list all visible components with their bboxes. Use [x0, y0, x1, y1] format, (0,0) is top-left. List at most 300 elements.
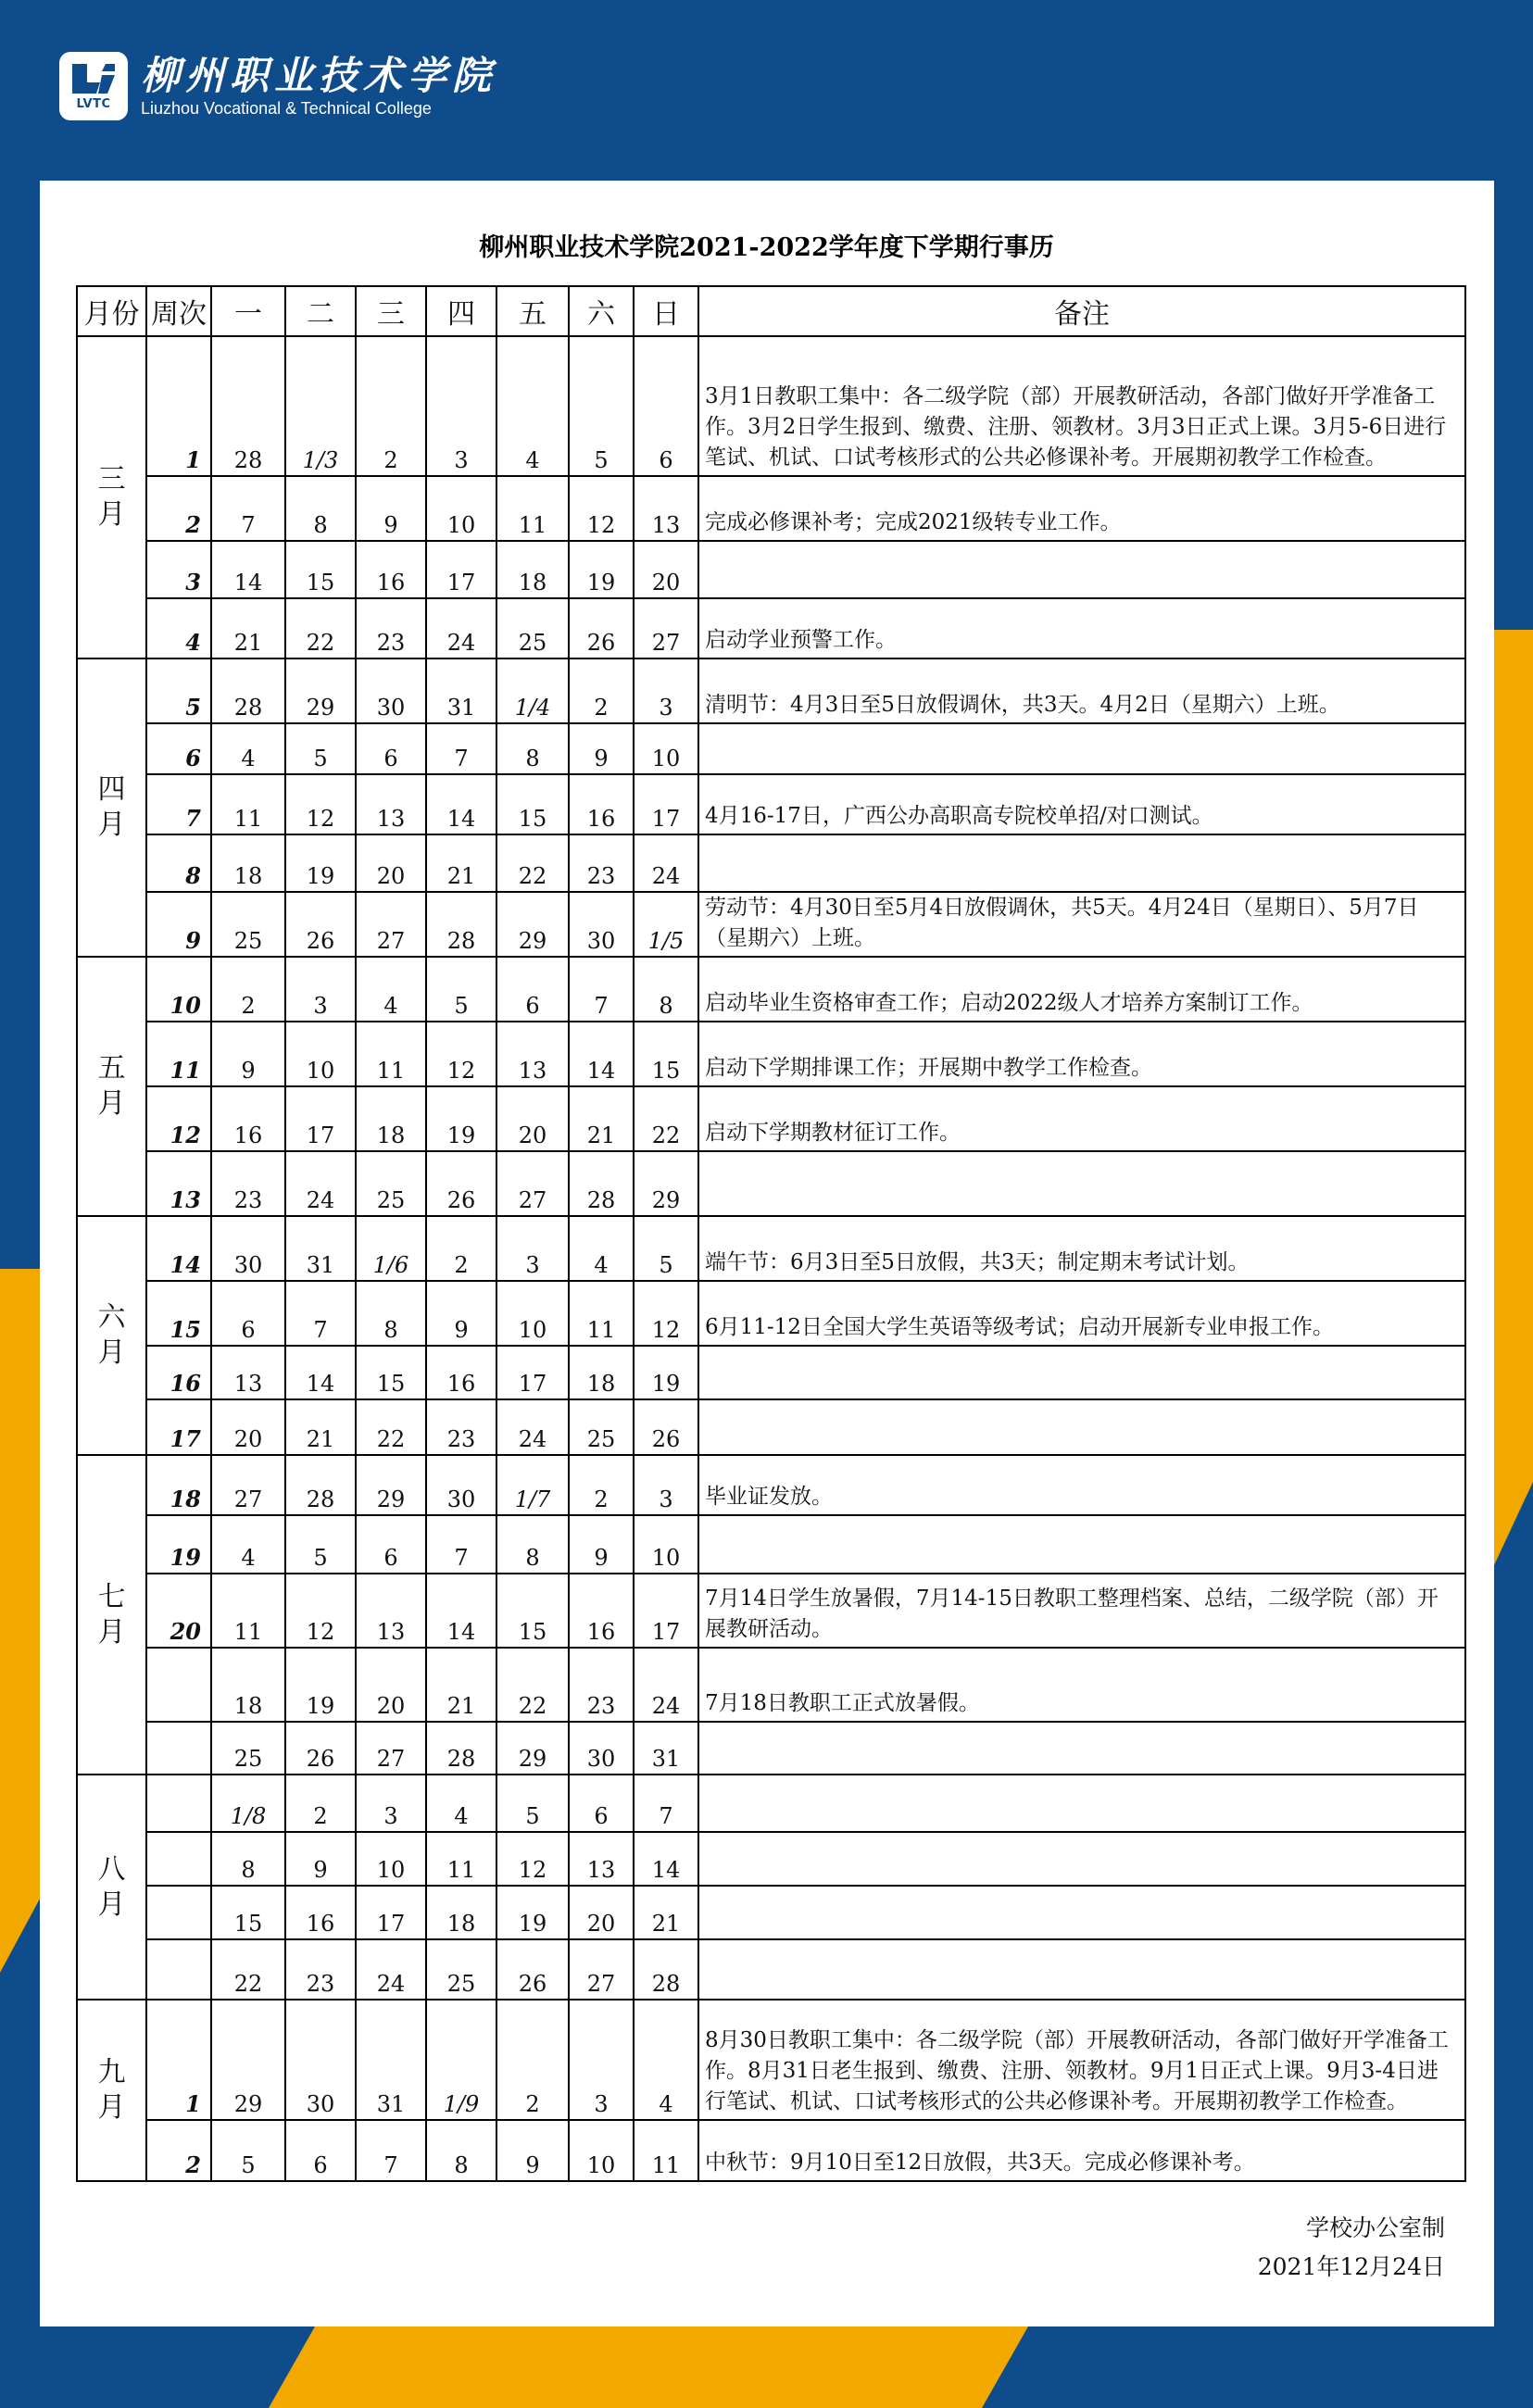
- day-cell: 1/7: [496, 1455, 569, 1515]
- week-number: 1: [146, 2000, 211, 2120]
- week-number: 12: [146, 1086, 211, 1151]
- day-cell: 4: [634, 2000, 698, 2120]
- month-label: 五 月: [77, 957, 146, 1216]
- day-cell: 30: [426, 1455, 496, 1515]
- header-day-wed: 三: [356, 286, 426, 336]
- day-cell: 8: [211, 1832, 285, 1886]
- week-number: 2: [146, 476, 211, 541]
- header-week: 周次: [146, 286, 211, 336]
- college-name-cn: 柳州职业技术学院: [141, 53, 497, 98]
- day-cell: 21: [285, 1399, 356, 1455]
- day-cell: 9: [285, 1832, 356, 1886]
- week-number: 9: [146, 892, 211, 957]
- day-cell: 26: [285, 892, 356, 957]
- day-cell: 22: [496, 1648, 569, 1722]
- day-cell: 23: [211, 1151, 285, 1216]
- day-cell: 26: [634, 1399, 698, 1455]
- academic-calendar-table: [76, 285, 1466, 2182]
- day-cell: 21: [634, 1886, 698, 1939]
- day-cell: 7: [285, 1281, 356, 1346]
- college-name-en: Liuzhou Vocational & Technical College: [141, 99, 432, 118]
- day-cell: 2: [569, 658, 634, 723]
- day-cell: 1/5: [634, 892, 698, 957]
- day-cell: 28: [211, 658, 285, 723]
- day-cell: 9: [356, 476, 426, 541]
- day-cell: 4: [426, 1775, 496, 1832]
- week-number: 8: [146, 834, 211, 892]
- header-day-sat: 六: [569, 286, 634, 336]
- day-cell: 31: [285, 1216, 356, 1281]
- day-cell: 24: [426, 598, 496, 658]
- day-cell: 17: [356, 1886, 426, 1939]
- day-cell: 3: [426, 336, 496, 476]
- day-cell: 24: [285, 1151, 356, 1216]
- day-cell: 29: [634, 1151, 698, 1216]
- note-cell: [698, 1515, 1465, 1574]
- note-cell: [698, 1832, 1465, 1886]
- month-label: 四 月: [77, 658, 146, 957]
- table-row: [77, 598, 1465, 658]
- note-cell: 3月1日教职工集中：各二级学院（部）开展教研活动，各部门做好开学准备工作。3月2日学生报到、缴费、注册、领教材。3月3日正式上课。3月5-6日进行笔试、机试、口试考核形式的公共必修课补考。开展期初教学工作检查。: [698, 336, 1465, 476]
- table-row: [77, 1281, 1465, 1346]
- note-cell: [698, 1399, 1465, 1455]
- day-cell: 25: [356, 1151, 426, 1216]
- day-cell: 11: [569, 1281, 634, 1346]
- day-cell: 10: [356, 1832, 426, 1886]
- day-cell: 6: [496, 957, 569, 1022]
- header-note: 备注: [698, 286, 1465, 336]
- day-cell: 2: [356, 336, 426, 476]
- day-cell: 17: [634, 1574, 698, 1648]
- day-cell: 15: [496, 774, 569, 834]
- page-title: 柳州职业技术学院2021-2022学年度下学期行事历: [479, 233, 1054, 262]
- day-cell: 23: [285, 1939, 356, 2000]
- lvtc-logo-icon: [69, 62, 119, 95]
- day-cell: 19: [285, 834, 356, 892]
- day-cell: 28: [426, 892, 496, 957]
- day-cell: 5: [569, 336, 634, 476]
- day-cell: 8: [496, 723, 569, 774]
- week-number: [146, 1722, 211, 1775]
- day-cell: 15: [496, 1574, 569, 1648]
- yellow-band-bottom: [269, 2326, 1028, 2408]
- week-number: 11: [146, 1022, 211, 1086]
- day-cell: 19: [426, 1086, 496, 1151]
- note-cell: [698, 834, 1465, 892]
- day-cell: 27: [496, 1151, 569, 1216]
- day-cell: 21: [426, 834, 496, 892]
- note-cell: [698, 1939, 1465, 2000]
- table-row: [77, 1886, 1465, 1939]
- logo-badge: [59, 52, 128, 120]
- day-cell: 24: [634, 834, 698, 892]
- day-cell: 27: [211, 1455, 285, 1515]
- week-number: 20: [146, 1574, 211, 1648]
- note-cell: 启动下学期排课工作；开展期中教学工作检查。: [698, 1022, 1465, 1086]
- table-row: [77, 1216, 1465, 1281]
- table-row: [77, 1775, 1465, 1832]
- note-cell: 中秋节：9月10日至12日放假，共3天。完成必修课补考。: [698, 2120, 1465, 2181]
- week-number: 7: [146, 774, 211, 834]
- note-cell: 7月18日教职工正式放暑假。: [698, 1648, 1465, 1722]
- day-cell: 16: [285, 1886, 356, 1939]
- day-cell: 4: [211, 1515, 285, 1574]
- day-cell: 18: [569, 1346, 634, 1399]
- note-cell: 启动下学期教材征订工作。: [698, 1086, 1465, 1151]
- day-cell: 7: [356, 2120, 426, 2181]
- table-row: [77, 1455, 1465, 1515]
- day-cell: 30: [569, 892, 634, 957]
- table-row: [77, 1574, 1465, 1648]
- day-cell: 28: [569, 1151, 634, 1216]
- day-cell: 23: [569, 1648, 634, 1722]
- day-cell: 7: [426, 723, 496, 774]
- day-cell: 15: [285, 541, 356, 598]
- day-cell: 8: [426, 2120, 496, 2181]
- note-cell: 清明节：4月3日至5日放假调休，共3天。4月2日（星期六）上班。: [698, 658, 1465, 723]
- logo-badge-text: LVTC: [76, 96, 111, 111]
- day-cell: 12: [426, 1022, 496, 1086]
- table-row: [77, 658, 1465, 723]
- day-cell: 27: [569, 1939, 634, 2000]
- day-cell: 3: [569, 2000, 634, 2120]
- week-number: 1: [146, 336, 211, 476]
- table-row: [77, 336, 1465, 476]
- table-row: [77, 541, 1465, 598]
- day-cell: 20: [634, 541, 698, 598]
- day-cell: 1/6: [356, 1216, 426, 1281]
- month-label: 七 月: [77, 1455, 146, 1775]
- day-cell: 31: [634, 1722, 698, 1775]
- week-number: 15: [146, 1281, 211, 1346]
- day-cell: 28: [211, 336, 285, 476]
- day-cell: 6: [211, 1281, 285, 1346]
- day-cell: 21: [211, 598, 285, 658]
- day-cell: 28: [285, 1455, 356, 1515]
- day-cell: 1/8: [211, 1775, 285, 1832]
- day-cell: 12: [569, 476, 634, 541]
- day-cell: 18: [356, 1086, 426, 1151]
- table-row: [77, 834, 1465, 892]
- day-cell: 5: [285, 1515, 356, 1574]
- day-cell: 3: [634, 1455, 698, 1515]
- table-row: [77, 1346, 1465, 1399]
- day-cell: 3: [285, 957, 356, 1022]
- day-cell: 18: [426, 1886, 496, 1939]
- day-cell: 27: [356, 1722, 426, 1775]
- day-cell: 21: [426, 1648, 496, 1722]
- week-number: 10: [146, 957, 211, 1022]
- day-cell: 14: [211, 541, 285, 598]
- day-cell: 30: [569, 1722, 634, 1775]
- day-cell: 31: [356, 2000, 426, 2120]
- day-cell: 5: [285, 723, 356, 774]
- day-cell: 12: [285, 1574, 356, 1648]
- day-cell: 1/3: [285, 336, 356, 476]
- day-cell: 4: [211, 723, 285, 774]
- table-row: [77, 2000, 1465, 2120]
- week-number: [146, 1832, 211, 1886]
- day-cell: 27: [356, 892, 426, 957]
- week-number: 2: [146, 2120, 211, 2181]
- week-number: 5: [146, 658, 211, 723]
- day-cell: 23: [356, 598, 426, 658]
- day-cell: 18: [211, 834, 285, 892]
- day-cell: 12: [285, 774, 356, 834]
- day-cell: 23: [569, 834, 634, 892]
- day-cell: 16: [569, 1574, 634, 1648]
- day-cell: 9: [496, 2120, 569, 2181]
- day-cell: 9: [211, 1022, 285, 1086]
- table-row: [77, 1832, 1465, 1886]
- day-cell: 7: [569, 957, 634, 1022]
- day-cell: 1/9: [426, 2000, 496, 2120]
- day-cell: 9: [569, 723, 634, 774]
- note-cell: 启动毕业生资格审查工作；启动2022级人才培养方案制订工作。: [698, 957, 1465, 1022]
- day-cell: 27: [634, 598, 698, 658]
- day-cell: 5: [496, 1775, 569, 1832]
- day-cell: 7: [211, 476, 285, 541]
- day-cell: 3: [634, 658, 698, 723]
- day-cell: 11: [356, 1022, 426, 1086]
- note-cell: [698, 723, 1465, 774]
- week-number: [146, 1886, 211, 1939]
- day-cell: 25: [569, 1399, 634, 1455]
- day-cell: 16: [426, 1346, 496, 1399]
- signature-block: [1195, 2209, 1445, 2287]
- day-cell: 22: [634, 1086, 698, 1151]
- table-row: [77, 1648, 1465, 1722]
- day-cell: 23: [426, 1399, 496, 1455]
- day-cell: 24: [356, 1939, 426, 2000]
- note-cell: 端午节：6月3日至5日放假，共3天；制定期末考试计划。: [698, 1216, 1465, 1281]
- week-number: 4: [146, 598, 211, 658]
- day-cell: 17: [426, 541, 496, 598]
- day-cell: 29: [496, 892, 569, 957]
- note-cell: 4月16-17日，广西公办高职高专院校单招/对口测试。: [698, 774, 1465, 834]
- day-cell: 10: [496, 1281, 569, 1346]
- day-cell: 26: [496, 1939, 569, 2000]
- day-cell: 20: [569, 1886, 634, 1939]
- day-cell: 29: [356, 1455, 426, 1515]
- day-cell: 12: [634, 1281, 698, 1346]
- day-cell: 26: [569, 598, 634, 658]
- note-cell: [698, 1722, 1465, 1775]
- header-day-thu: 四: [426, 286, 496, 336]
- table-row: [77, 1939, 1465, 2000]
- day-cell: 13: [634, 476, 698, 541]
- day-cell: 25: [496, 598, 569, 658]
- day-cell: 2: [211, 957, 285, 1022]
- week-number: 16: [146, 1346, 211, 1399]
- month-label: 六 月: [77, 1216, 146, 1455]
- month-label: 八 月: [77, 1775, 146, 2000]
- day-cell: 2: [569, 1455, 634, 1515]
- table-row: [77, 774, 1465, 834]
- note-cell: 毕业证发放。: [698, 1455, 1465, 1515]
- day-cell: 11: [634, 2120, 698, 2181]
- day-cell: 24: [634, 1648, 698, 1722]
- week-number: 3: [146, 541, 211, 598]
- day-cell: 18: [211, 1648, 285, 1722]
- day-cell: 11: [426, 1832, 496, 1886]
- day-cell: 10: [285, 1022, 356, 1086]
- day-cell: 8: [634, 957, 698, 1022]
- note-cell: [698, 1151, 1465, 1216]
- day-cell: 17: [285, 1086, 356, 1151]
- header-day-tue: 二: [285, 286, 356, 336]
- day-cell: 20: [356, 1648, 426, 1722]
- day-cell: 7: [426, 1515, 496, 1574]
- day-cell: 8: [285, 476, 356, 541]
- day-cell: 8: [356, 1281, 426, 1346]
- day-cell: 24: [496, 1399, 569, 1455]
- note-cell: [698, 541, 1465, 598]
- week-number: 13: [146, 1151, 211, 1216]
- week-number: 19: [146, 1515, 211, 1574]
- table-row: [77, 1086, 1465, 1151]
- table-row: [77, 1151, 1465, 1216]
- day-cell: 26: [426, 1151, 496, 1216]
- day-cell: 25: [211, 1722, 285, 1775]
- day-cell: 16: [356, 541, 426, 598]
- day-cell: 4: [496, 336, 569, 476]
- table-row: [77, 1022, 1465, 1086]
- calendar-body: [77, 336, 1465, 2181]
- table-row: [77, 1722, 1465, 1775]
- day-cell: 13: [356, 1574, 426, 1648]
- day-cell: 22: [211, 1939, 285, 2000]
- day-cell: 9: [426, 1281, 496, 1346]
- note-cell: 8月30日教职工集中：各二级学院（部）开展教研活动，各部门做好开学准备工作。8月31日老生报到、缴费、注册、领教材。9月1日正式上课。9月3-4日进行笔试、机试、口试考核形式的公共必修课补考。开展期初教学工作检查。: [698, 2000, 1465, 2120]
- college-logo: [59, 52, 496, 120]
- day-cell: 19: [569, 541, 634, 598]
- day-cell: 14: [426, 774, 496, 834]
- note-cell: [698, 1886, 1465, 1939]
- table-row: [77, 957, 1465, 1022]
- week-number: [146, 1939, 211, 2000]
- day-cell: 10: [426, 476, 496, 541]
- day-cell: 30: [356, 658, 426, 723]
- day-cell: 9: [569, 1515, 634, 1574]
- day-cell: 18: [496, 541, 569, 598]
- note-cell: 启动学业预警工作。: [698, 598, 1465, 658]
- day-cell: 29: [496, 1722, 569, 1775]
- day-cell: 22: [496, 834, 569, 892]
- note-cell: 劳动节：4月30日至5月4日放假调休，共5天。4月24日（星期日）、5月7日（星期六）上班。: [698, 892, 1465, 957]
- day-cell: 30: [211, 1216, 285, 1281]
- issue-date: 2021年12月24日: [1257, 2253, 1445, 2280]
- day-cell: 4: [356, 957, 426, 1022]
- table-row: [77, 892, 1465, 957]
- day-cell: 19: [634, 1346, 698, 1399]
- month-label: 九 月: [77, 2000, 146, 2181]
- day-cell: 13: [356, 774, 426, 834]
- day-cell: 13: [496, 1022, 569, 1086]
- day-cell: 17: [496, 1346, 569, 1399]
- day-cell: 20: [356, 834, 426, 892]
- table-row: [77, 476, 1465, 541]
- day-cell: 25: [426, 1939, 496, 2000]
- week-number: 18: [146, 1455, 211, 1515]
- day-cell: 11: [496, 476, 569, 541]
- day-cell: 6: [569, 1775, 634, 1832]
- week-number: [146, 1648, 211, 1722]
- day-cell: 2: [285, 1775, 356, 1832]
- note-cell: 完成必修课补考；完成2021级转专业工作。: [698, 476, 1465, 541]
- day-cell: 28: [634, 1939, 698, 2000]
- day-cell: 5: [211, 2120, 285, 2181]
- day-cell: 14: [285, 1346, 356, 1399]
- header-month: 月份: [77, 286, 146, 336]
- day-cell: 25: [211, 892, 285, 957]
- day-cell: 5: [634, 1216, 698, 1281]
- note-cell: 6月11-12日全国大学生英语等级考试；启动开展新专业申报工作。: [698, 1281, 1465, 1346]
- day-cell: 19: [285, 1648, 356, 1722]
- week-number: [146, 1775, 211, 1832]
- day-cell: 14: [569, 1022, 634, 1086]
- day-cell: 8: [496, 1515, 569, 1574]
- issuer: 学校办公室制: [1305, 2214, 1445, 2241]
- day-cell: 6: [634, 336, 698, 476]
- day-cell: 21: [569, 1086, 634, 1151]
- day-cell: 4: [569, 1216, 634, 1281]
- day-cell: 20: [496, 1086, 569, 1151]
- day-cell: 6: [356, 723, 426, 774]
- table-row: [77, 1399, 1465, 1455]
- header-day-sun: 日: [634, 286, 698, 336]
- day-cell: 15: [356, 1346, 426, 1399]
- day-cell: 10: [569, 2120, 634, 2181]
- day-cell: 31: [426, 658, 496, 723]
- day-cell: 12: [496, 1832, 569, 1886]
- day-cell: 28: [426, 1722, 496, 1775]
- day-cell: 5: [426, 957, 496, 1022]
- day-cell: 13: [211, 1346, 285, 1399]
- day-cell: 10: [634, 1515, 698, 1574]
- table-row: [77, 723, 1465, 774]
- day-cell: 7: [634, 1775, 698, 1832]
- week-number: 14: [146, 1216, 211, 1281]
- day-cell: 14: [426, 1574, 496, 1648]
- month-label: 三 月: [77, 336, 146, 658]
- day-cell: 2: [426, 1216, 496, 1281]
- day-cell: 20: [211, 1399, 285, 1455]
- table-header-row: [77, 286, 1465, 336]
- day-cell: 10: [634, 723, 698, 774]
- day-cell: 22: [356, 1399, 426, 1455]
- yellow-band-right: [1494, 630, 1533, 1565]
- day-cell: 11: [211, 774, 285, 834]
- week-number: 6: [146, 723, 211, 774]
- note-cell: [698, 1775, 1465, 1832]
- day-cell: 15: [211, 1886, 285, 1939]
- day-cell: 6: [285, 2120, 356, 2181]
- day-cell: 26: [285, 1722, 356, 1775]
- header-day-mon: 一: [211, 286, 285, 336]
- header-day-fri: 五: [496, 286, 569, 336]
- day-cell: 19: [496, 1886, 569, 1939]
- day-cell: 16: [569, 774, 634, 834]
- day-cell: 3: [356, 1775, 426, 1832]
- yellow-band-left: [0, 1269, 40, 1973]
- day-cell: 30: [285, 2000, 356, 2120]
- day-cell: 29: [211, 2000, 285, 2120]
- day-cell: 13: [569, 1832, 634, 1886]
- day-cell: 1/4: [496, 658, 569, 723]
- day-cell: 29: [285, 658, 356, 723]
- day-cell: 22: [285, 598, 356, 658]
